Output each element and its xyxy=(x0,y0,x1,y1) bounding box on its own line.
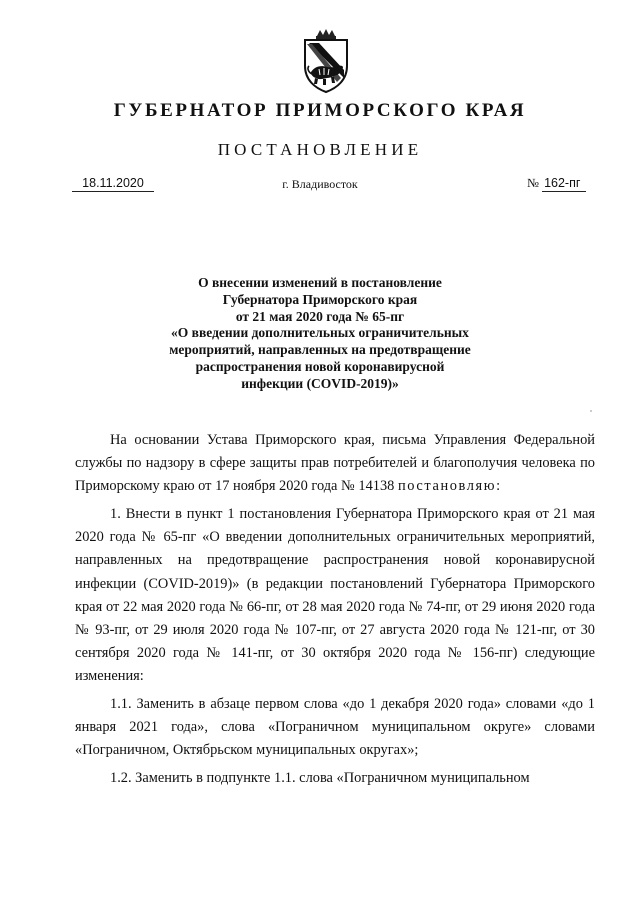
document-meta-row xyxy=(0,176,640,198)
document-number xyxy=(527,176,597,191)
title-line: мероприятий, направленных на предотвращение xyxy=(169,342,471,358)
document-date: 18.11.2020 xyxy=(72,176,154,192)
document-title xyxy=(0,275,640,393)
title-line: распространения новой коронавирусной xyxy=(195,358,445,374)
document-type: ПОСТАНОВЛЕНИЕ xyxy=(217,140,423,159)
issuing-authority: ГУБЕРНАТОР ПРИМОРСКОГО КРАЯ xyxy=(113,100,527,121)
document-body xyxy=(75,429,595,790)
title-line: Губернатора Приморского края xyxy=(222,291,418,307)
document-city: г. Владивосток xyxy=(282,177,358,191)
paragraph-item-1-1: 1.1. Заменить в абзаце первом слова «до 1 декабря 2020 года» словами «до 1 января 2021 года», слова «Пограничном муниципальном округе» словами «Пограничном, Октябрьском муниципальных округах»; xyxy=(75,696,595,759)
number-prefix: № xyxy=(527,176,539,190)
title-line: инфекции (COVID-2019)» xyxy=(241,375,399,391)
title-line: от 21 мая 2020 года № 65-пг xyxy=(235,308,405,324)
paragraph-item-1: 1. Внести в пункт 1 постановления Губернатора Приморского края от 21 мая 2020 года № 65-пг «О введении дополнительных ограничительных мероприятий, направленных на предотвращение распространения новой коронавирусной инфекции (COVID-2019)» (в редакции постановлений Губернатора Приморского края от 22 мая 2020 года № 66-пг, от 28 мая 2020 года № 74-пг, от 29 июня 2020 года № 93-пг, от 29 июля 2020 года № 107-пг, от 27 августа 2020 года № 121-пг, от 30 сентября 2020 года № 141-пг, от 30 октября 2020 года № 156-пг) следующие изменения: xyxy=(75,506,595,684)
decree-word: постановляю: xyxy=(397,478,502,495)
scan-speck xyxy=(590,410,592,412)
number-value: 162-пг xyxy=(542,176,586,192)
coat-of-arms-emblem xyxy=(297,28,355,94)
title-line: «О введении дополнительных ограничительных xyxy=(171,325,469,341)
intro-paragraph xyxy=(75,429,595,498)
title-line: О внесении изменений в постановление xyxy=(198,275,442,290)
intro-text: На основании Устава Приморского края, письма Управления Федеральной службы по надзору в сфере защиты прав потребителей и благополучия человека по Приморскому краю от 17 ноября 2020 года № 14138 xyxy=(75,432,595,495)
paragraph-item-1-2: 1.2. Заменить в подпункте 1.1. слова «Пограничном муниципальном xyxy=(110,770,530,787)
